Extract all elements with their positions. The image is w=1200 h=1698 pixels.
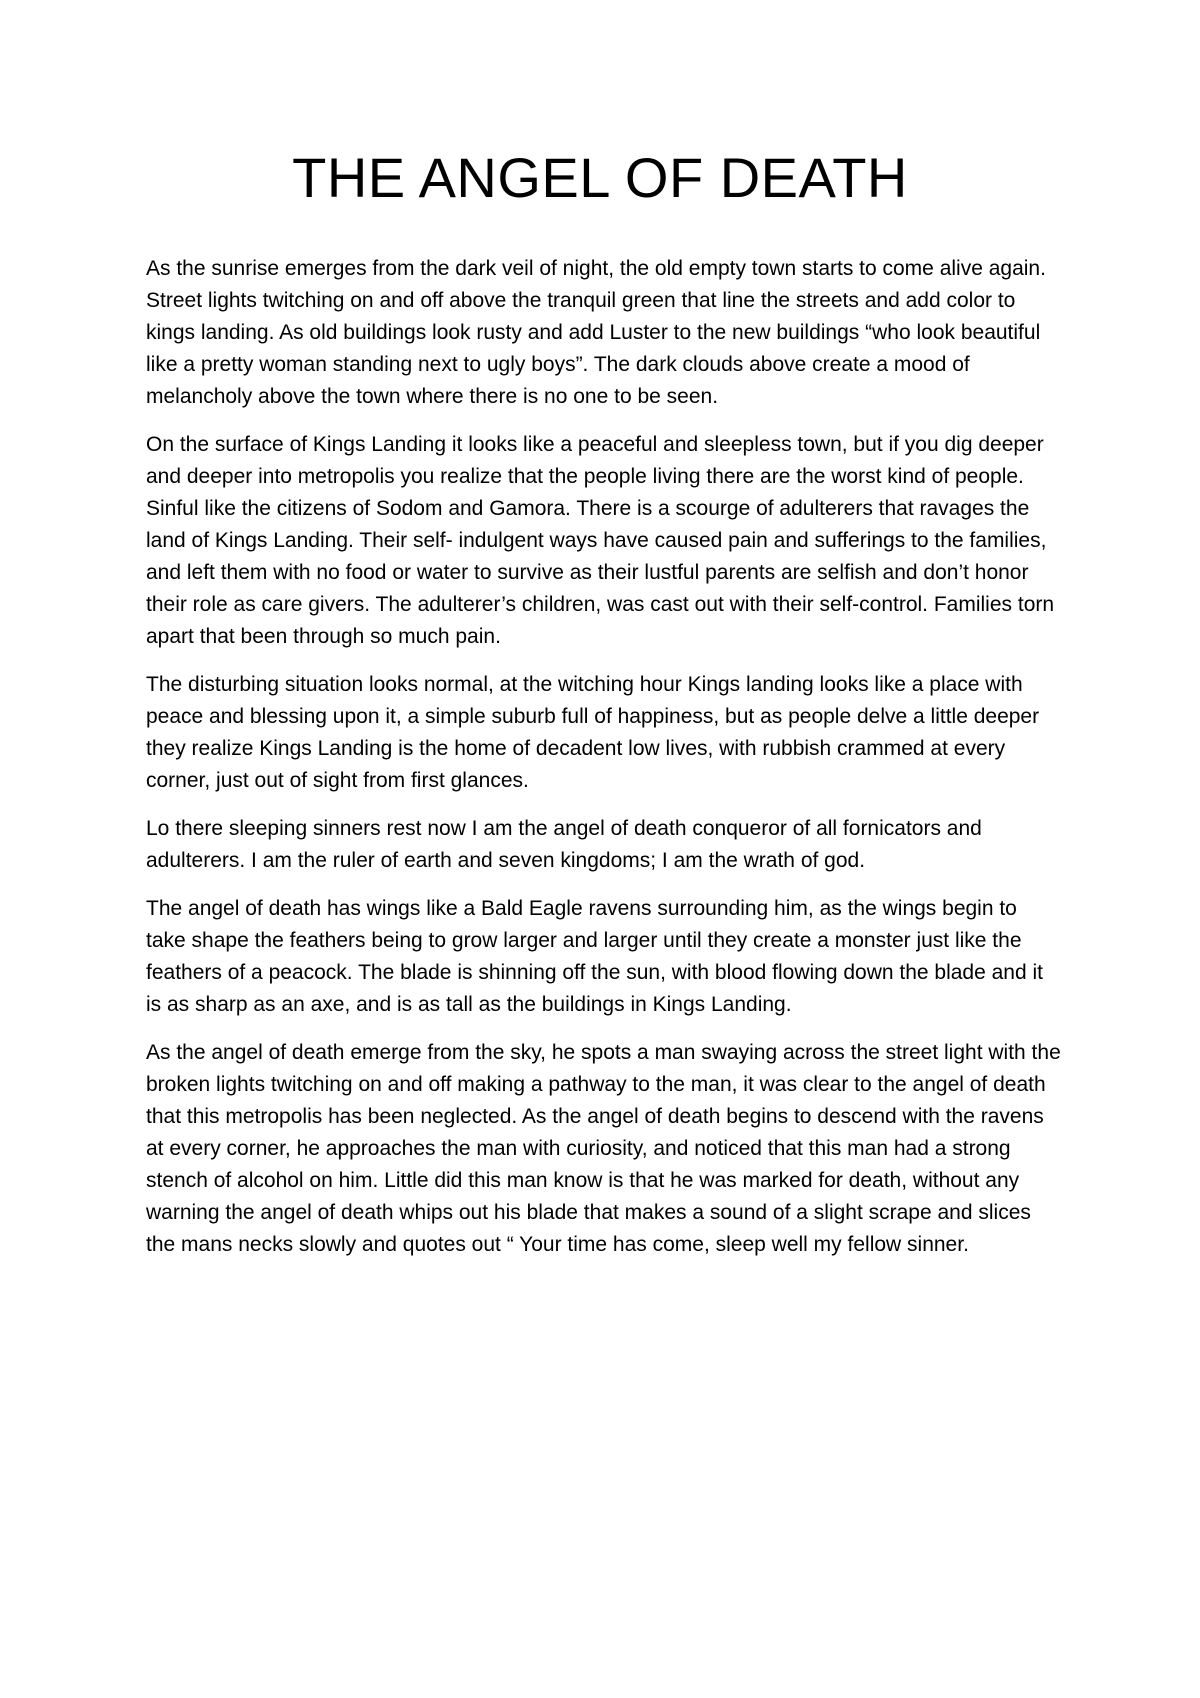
document-title: THE ANGEL OF DEATH xyxy=(292,146,908,209)
paragraph-1: As the sunrise emerges from the dark veil of night, the old empty town starts to come alive again. Street lights twitching on and off above the tranquil green that line the streets and add color to kings landing. As old buildings look rusty and add Luster to the new buildings “who look beautiful like a pretty woman standing next to ugly boys”. The dark clouds above create a mood of melancholy above the town where there is no one to be seen. xyxy=(146,257,1046,408)
document-body xyxy=(146,253,1061,1277)
paragraph-4: Lo there sleeping sinners rest now I am the angel of death conqueror of all fornicators and adulterers. I am the ruler of earth and seven kingdoms; I am the wrath of god. xyxy=(146,817,982,872)
paragraph-2: On the surface of Kings Landing it looks like a peaceful and sleepless town, but if you dig deeper and deeper into metropolis you realize that the people living there are the worst kind of people. Sinful like the citizens of Sodom and Gamora. There is a scourge of adulterers that ravages the land of Kings Landing. Their self- indulgent ways have caused pain and sufferings to the families, and left them with no food or water to survive as their lustful parents are selfish and don’t honor their role as care givers. The adulterer’s children, was cast out with their self-control. Families torn apart that been through so much pain. xyxy=(146,433,1055,648)
paragraph-5: The angel of death has wings like a Bald Eagle ravens surrounding him, as the wings begin to take shape the feathers being to grow larger and larger until they create a monster just like the feathers of a peacock. The blade is shinning off the sun, with blood flowing down the blade and it is as sharp as an axe, and is as tall as the buildings in Kings Landing. xyxy=(146,897,1043,1016)
paragraph-6: As the angel of death emerge from the sky, he spots a man swaying across the street light with the broken lights twitching on and off making a pathway to the man, it was clear to the angel of death that this metropolis has been neglected. As the angel of death begins to descend with the ravens at every corner, he approaches the man with curiosity, and noticed that this man had a strong stench of alcohol on him. Little did this man know is that he was marked for death, without any warning the angel of death whips out his blade that makes a sound of a slight scrape and slices the mans necks slowly and quotes out “ Your time has come, sleep well my fellow sinner. xyxy=(146,1041,1061,1256)
paragraph-3: The disturbing situation looks normal, at the witching hour Kings landing looks like a place with peace and blessing upon it, a simple suburb full of happiness, but as people delve a little deeper they realize Kings Landing is the home of decadent low lives, with rubbish crammed at every corner, just out of sight from first glances. xyxy=(146,673,1040,792)
